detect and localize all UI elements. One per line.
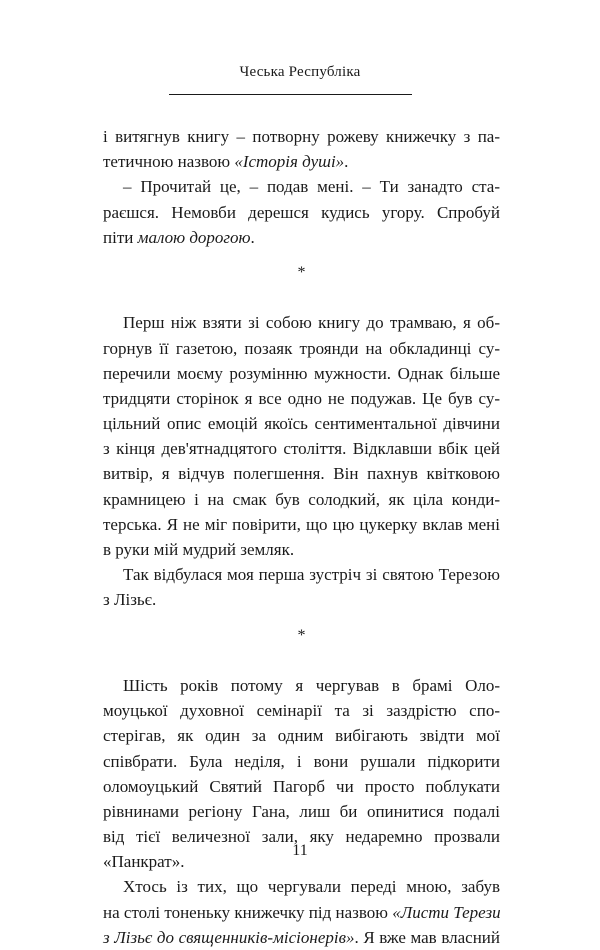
book-title: «Історія душі» — [234, 152, 345, 172]
page-number: 11 — [292, 842, 308, 859]
text-line: з кінця дев'ятнадцятого століття. Відклавши вбік цей — [103, 439, 500, 459]
text-line: з Лізьє. — [103, 590, 157, 610]
text-line: стерігав, як один за одним вибігають звідти мої — [103, 726, 500, 746]
paragraph — [103, 174, 500, 250]
text-line: Перш ніж взяти зі собою книгу до трамваю, я об- — [123, 313, 500, 333]
text-line: від тієї величезної зали, яку недаремно прозвали — [103, 827, 500, 847]
text-line: оломоуцький Святий Пагорб чи просто поблукати — [103, 776, 500, 796]
text-line: «Панкрат». — [103, 852, 185, 872]
text-run: піти — [103, 227, 138, 247]
text-line: – Прочитай це, – подав мені. – Ти занадто ста- — [123, 177, 500, 197]
paragraph — [103, 124, 500, 174]
text-line — [103, 900, 500, 925]
text-line: терська. Я не міг повірити, що цю цукерку вклав мені — [103, 514, 500, 534]
text-line: тридцяти сторінок я все одно не подужав. Це був су- — [103, 388, 500, 408]
text-line: цільний опис емоцій якоїсь сентиментальної дівчини — [103, 414, 500, 434]
text-line — [103, 149, 500, 174]
text-line: і витягнув книгу – потворну рожеву книжечку з па- — [103, 127, 500, 146]
text-line: Хтось із тих, що чергували переді мною, забув — [123, 877, 500, 897]
book-title: з Лізьє до священників-місіонерів» — [103, 927, 355, 947]
text-run: на столі тоненьку книжечку під назвою — [103, 902, 393, 922]
text-line: Так відбулася моя перша зустріч зі святою Терезою — [123, 565, 500, 585]
paragraph — [103, 874, 500, 950]
text-line: крамницею і на смак був солодкий, як ціла конди- — [103, 489, 500, 509]
text-line: перечили моєму розумінню мужности. Однак більше — [103, 363, 500, 383]
paragraph — [103, 562, 500, 612]
text-run: тетичною назвою — [103, 152, 235, 172]
section-separator: * — [297, 626, 306, 644]
text-line: раєшся. Немовби дерешся кудись угору. Спробуй — [103, 202, 500, 222]
text-run: . Я вже мав власний — [354, 927, 500, 947]
text-line: рівнинами регіону Гана, лиш би опинитися подалі — [103, 801, 500, 821]
text-line: горнув її газетою, позаяк троянди на обкладинці су- — [103, 338, 500, 358]
text-run: . — [250, 227, 255, 247]
emphasis: малою дорогою — [137, 227, 251, 247]
paragraph — [103, 310, 500, 562]
text-line — [103, 225, 500, 250]
book-title: «Листи Терези — [392, 902, 501, 922]
header-rule — [169, 94, 412, 95]
section-separator: * — [297, 263, 306, 281]
text-line — [103, 925, 500, 950]
text-line: моуцької духовної семінарії та зі заздрістю спо- — [103, 701, 500, 721]
text-line: Шість років потому я чергував в брамі Оло- — [123, 675, 500, 695]
running-head: Чеська Республіка — [239, 64, 361, 80]
text-run: . — [344, 152, 349, 172]
text-line: співбрати. Була неділя, і вони рушали підкорити — [103, 751, 500, 771]
text-line: в руки мій мудрий земляк. — [103, 540, 295, 559]
body-text — [103, 124, 500, 950]
text-line: витвір, я відчув полегшення. Він пахнув квітковою — [103, 464, 500, 484]
